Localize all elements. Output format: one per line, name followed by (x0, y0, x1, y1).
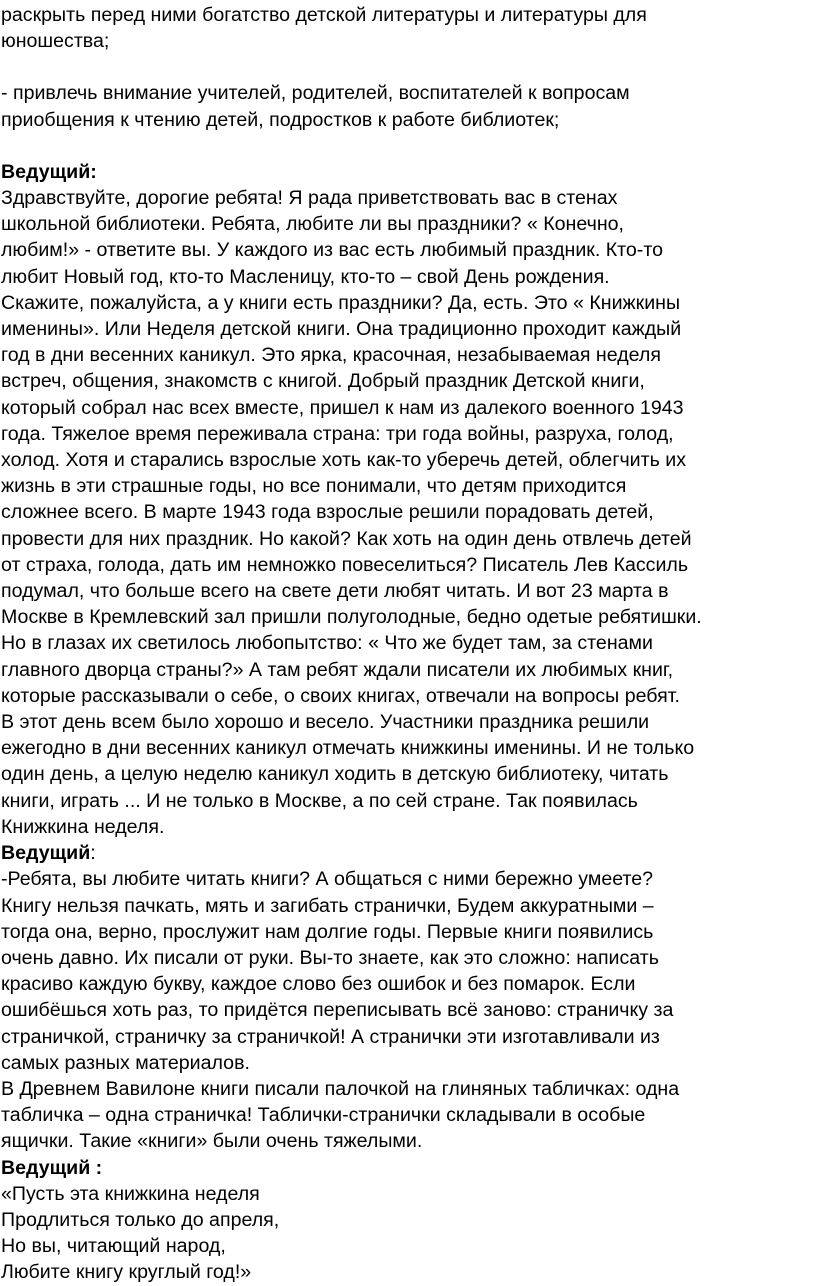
intro-paragraph-2: - привлечь внимание учителей, родителей, воспитателей к вопросам приобщения к чтению детей, подростков к работе библиотек; (1, 82, 630, 131)
intro-paragraph-1: раскрыть перед ними богатство детской литературы и литературы для юношества; (1, 4, 647, 53)
speaker-label-3: Ведущий : (1, 1156, 103, 1179)
speaker-line-2 (1, 840, 813, 866)
document-page (1, 2, 813, 1286)
speaker-label-2-colon: : (90, 842, 96, 865)
closing-poem: «Пусть эта книжкина неделя Продлиться только до апреля, Но вы, читающий народ, Любите книгу круглый год!» (1, 1182, 280, 1284)
host-speech-1: Здравствуйте, дорогие ребята! Я рада приветствовать вас в стенах школьной библиотеки. Ребята, любите ли вы праздники? « Конечно, любим!» - ответите вы. У каждого из вас есть любимый праздник. Кто-то любит Новый год, кто-то Масленицу, кто-то – свой День рождения. Скажите, пожалуйста, а у книги есть праздники? Да, есть. Это « Книжкины именины». Или Неделя детской книги. Она традиционно проходит каждый год в дни весенних каникул. Это ярка, красочная, незабываемая неделя встреч, общения, знакомств с книгой. Добрый праздник Детской книги, который собрал нас всех вместе, пришел к нам из далекого военного 1943 года. Тяжелое время переживала страна: три года войны, разруха, голод, холод. Хотя и старались взрослые хоть как-то уберечь детей, облегчить их жизнь в эти страшные годы, но все понимали, что детям приходится сложнее всего. В марте 1943 года взрослые решили порадовать детей, провести для них праздник. Но какой? Как хоть на один день отвлечь детей от страха, голода, дать им немножко повеселиться? Писатель Лев Кассиль подумал, что больше всего на свете дети любят читать. И вот 23 марта в Москве в Кремлевский зал пришли полуголодные, бедно одетые ребятишки. Но в глазах их светилось любопытство: « Что же будет там, за стенами главного дворца страны?» А там ребят ждали писатели их любимых книг, которые рассказывали о себе, о своих книгах, отвечали на вопросы ребят. В этот день всем было хорошо и весело. Участники праздника решили ежегодно в дни весенних каникул отмечать книжкины именины. И не только один день, а целую неделю каникул ходить в детскую библиотеку, читать книги, играть ... И не только в Москве, а по сей стране. Так появилась Книжкина неделя. (1, 187, 702, 838)
host-speech-2: -Ребята, вы любите читать книги? А общаться с ними бережно умеете? Книгу нельзя пачкать, мять и загибать странички, Будем аккуратными – тогда она, верно, прослужит нам долгие годы. Первые книги появились очень давно. Их писали от руки. Вы-то знаете, как это сложно: написать красиво каждую букву, каждое слово без ошибок и без помарок. Если ошибёшься хоть раз, то придётся переписывать всё заново: страничку за страничкой, страничку за страничкой! А странички эти изготавливали из самых разных материалов. (1, 868, 674, 1074)
paragraph-gap (1, 133, 813, 159)
paragraph-gap (1, 54, 813, 80)
host-speech-2-continued: В Древнем Вавилоне книги писали палочкой на глиняных табличках: одна табличка – одна страничка! Таблички-странички складывали в особые ящички. Такие «книги» были очень тяжелыми. (1, 1077, 680, 1153)
speaker-label-2: Ведущий (1, 842, 91, 865)
speaker-label-1: Ведущий: (1, 160, 97, 183)
